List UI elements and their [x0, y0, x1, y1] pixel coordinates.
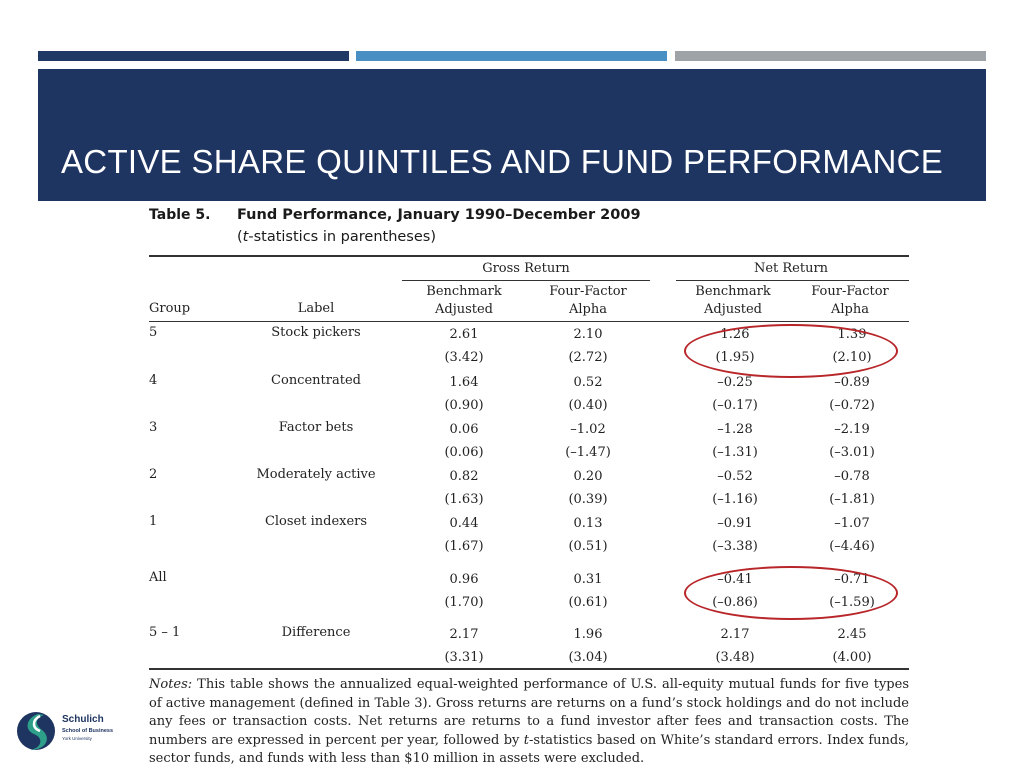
row-label: Difference [281, 625, 351, 640]
table-number: Table 5. [149, 207, 211, 223]
tstat-gross-ff: (2.72) [568, 350, 608, 365]
row-group: 1 [149, 514, 158, 529]
cell-gross-bench: 2.61 [449, 327, 479, 342]
schulich-logo [16, 708, 136, 758]
cell-net-ff: 1.39 [837, 327, 867, 342]
tstat-gross-ff: (3.04) [568, 650, 608, 665]
gross-return-rule [402, 280, 650, 281]
slide-title: ACTIVE SHARE QUINTILES AND FUND PERFORMANCE [61, 143, 944, 180]
row-group: 3 [149, 420, 158, 435]
schulich-logo-icon [16, 708, 56, 754]
row-label: Concentrated [271, 373, 361, 388]
tstat-gross-bench: (0.90) [444, 398, 484, 413]
tstat-net-bench: (–1.16) [712, 492, 758, 507]
tstat-net-ff: (–4.46) [829, 539, 875, 554]
cell-gross-ff: 0.20 [573, 469, 603, 484]
notes-label: Notes: [149, 677, 193, 692]
cell-gross-bench: 2.17 [449, 627, 479, 642]
header-bottom-rule [149, 321, 909, 322]
cell-gross-bench: 0.44 [449, 516, 479, 531]
table-notes: Notes: This table shows the annualized equal-weighted performance of U.S. all-equity mutual funds for five types of active management (defined in Table 3). Gross returns are returns on a fund’s stock holdings and do not include any fees or transaction costs. Net returns are returns to a fund investor after fees and transaction costs. The numbers are expressed in percent per year, followed by t-statistics based on White’s standard errors. Index funds, sector funds, and funds with less than $10 million in assets were excluded. [149, 677, 909, 766]
tstat-gross-ff: (0.51) [568, 539, 608, 554]
tstat-gross-ff: (–1.47) [565, 445, 611, 460]
col-header-net-ff-2: Alpha [831, 302, 869, 317]
table-subtitle: (t-statistics in parentheses) [237, 229, 436, 245]
col-header-gross-bench-1: Benchmark [426, 284, 502, 299]
highlight-circle-top [684, 324, 898, 378]
tstat-net-ff: (2.10) [832, 350, 872, 365]
cell-gross-bench: 1.64 [449, 375, 479, 390]
col-header-net-bench-2: Adjusted [703, 302, 763, 317]
row-label: Factor bets [278, 420, 354, 435]
accent-stripe-dark [38, 51, 349, 61]
table-top-rule [149, 255, 909, 257]
logo-school: School of Business [62, 728, 114, 734]
cell-gross-bench: 0.96 [449, 572, 479, 587]
col-header-label: Label [297, 301, 335, 316]
logo-name: Schulich [62, 714, 104, 725]
cell-net-ff: –1.07 [834, 516, 870, 531]
table-title: Fund Performance, January 1990–December 2009 [237, 207, 641, 223]
tstat-gross-bench: (1.63) [444, 492, 484, 507]
cell-net-bench: –1.28 [717, 422, 753, 437]
tstat-net-ff: (4.00) [832, 650, 872, 665]
highlight-circle-bottom [684, 566, 898, 620]
tstat-net-bench: (–0.86) [712, 595, 758, 610]
cell-net-ff: –0.78 [834, 469, 870, 484]
col-header-net-bench-1: Benchmark [695, 284, 771, 299]
cell-net-bench: –0.25 [717, 375, 753, 390]
row-label: Closet indexers [264, 514, 368, 529]
row-group: 5 [149, 325, 158, 340]
row-label: Stock pickers [271, 325, 361, 340]
tstat-gross-bench: (1.70) [444, 595, 484, 610]
row-group: 5 – 1 [149, 625, 181, 640]
tstat-net-ff: (–3.01) [829, 445, 875, 460]
cell-gross-ff: 2.10 [573, 327, 603, 342]
row-label: Moderately active [256, 467, 376, 482]
tstat-gross-ff: (0.39) [568, 492, 608, 507]
tstat-net-ff: (–1.81) [829, 492, 875, 507]
cell-gross-ff: 1.96 [573, 627, 603, 642]
cell-gross-ff: 0.31 [573, 572, 603, 587]
tstat-gross-ff: (0.61) [568, 595, 608, 610]
net-return-header: Net Return [753, 261, 829, 276]
cell-net-ff: –0.89 [834, 375, 870, 390]
net-return-rule [676, 280, 909, 281]
tstat-net-ff: (–1.59) [829, 595, 875, 610]
row-group: 2 [149, 467, 158, 482]
col-header-gross-ff-2: Alpha [569, 302, 607, 317]
tstat-gross-bench: (3.31) [444, 650, 484, 665]
tstat-net-bench: (3.48) [715, 650, 755, 665]
cell-net-ff: –2.19 [834, 422, 870, 437]
accent-stripe-gray [675, 51, 986, 61]
tstat-net-bench: (1.95) [715, 350, 755, 365]
logo-university: York University [62, 736, 92, 741]
col-header-net-ff-1: Four-Factor [811, 284, 889, 299]
gross-return-header: Gross Return [482, 261, 570, 276]
cell-net-bench: –0.52 [717, 469, 753, 484]
col-header-gross-ff-1: Four-Factor [549, 284, 627, 299]
cell-gross-bench: 0.82 [449, 469, 479, 484]
cell-gross-ff: –1.02 [570, 422, 606, 437]
cell-net-bench: –0.91 [717, 516, 753, 531]
cell-net-ff: –0.71 [834, 572, 870, 587]
tstat-net-bench: (–1.31) [712, 445, 758, 460]
cell-gross-ff: 0.13 [573, 516, 603, 531]
tstat-net-bench: (–3.38) [712, 539, 758, 554]
row-group: All [149, 570, 167, 585]
tstat-gross-ff: (0.40) [568, 398, 608, 413]
row-group: 4 [149, 373, 158, 388]
table-bottom-rule [149, 668, 909, 670]
col-header-group: Group [149, 301, 191, 316]
cell-net-ff: 2.45 [837, 627, 867, 642]
col-header-gross-bench-2: Adjusted [434, 302, 494, 317]
cell-gross-bench: 0.06 [449, 422, 479, 437]
cell-net-bench: –0.41 [717, 572, 753, 587]
cell-net-bench: 1.26 [720, 327, 750, 342]
title-banner [38, 69, 986, 201]
cell-net-bench: 2.17 [720, 627, 750, 642]
tstat-net-bench: (–0.17) [712, 398, 758, 413]
tstat-gross-bench: (3.42) [444, 350, 484, 365]
tstat-net-ff: (–0.72) [829, 398, 875, 413]
accent-stripe-blue [356, 51, 667, 61]
cell-gross-ff: 0.52 [573, 375, 603, 390]
tstat-gross-bench: (0.06) [444, 445, 484, 460]
tstat-gross-bench: (1.67) [444, 539, 484, 554]
